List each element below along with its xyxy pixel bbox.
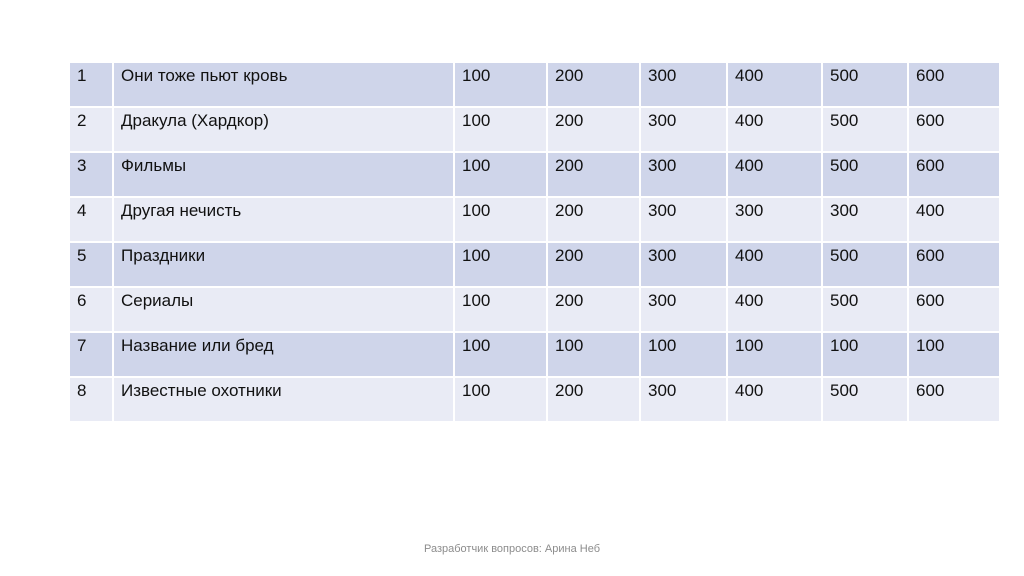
table-row xyxy=(69,377,1000,422)
point-value-cell[interactable]: 300 xyxy=(727,197,822,242)
row-number: 1 xyxy=(69,62,113,107)
point-value-cell[interactable]: 400 xyxy=(727,107,822,152)
game-board-table xyxy=(68,61,1001,423)
point-value-cell[interactable]: 600 xyxy=(908,242,1000,287)
point-value-cell[interactable]: 200 xyxy=(547,152,640,197)
point-value-cell[interactable]: 500 xyxy=(822,242,908,287)
point-value-cell[interactable]: 100 xyxy=(454,197,547,242)
category-name: Известные охотники xyxy=(113,377,454,422)
point-value-cell[interactable]: 200 xyxy=(547,377,640,422)
point-value-cell[interactable]: 400 xyxy=(727,62,822,107)
category-name: Название или бред xyxy=(113,332,454,377)
point-value-cell[interactable]: 400 xyxy=(727,242,822,287)
point-value-cell[interactable]: 100 xyxy=(454,62,547,107)
point-value-cell[interactable]: 100 xyxy=(547,332,640,377)
point-value-cell[interactable]: 500 xyxy=(822,377,908,422)
table-row xyxy=(69,107,1000,152)
point-value-cell[interactable]: 400 xyxy=(727,377,822,422)
point-value-cell[interactable]: 300 xyxy=(822,197,908,242)
point-value-cell[interactable]: 600 xyxy=(908,377,1000,422)
point-value-cell[interactable]: 500 xyxy=(822,107,908,152)
row-number: 7 xyxy=(69,332,113,377)
point-value-cell[interactable]: 400 xyxy=(727,287,822,332)
point-value-cell[interactable]: 100 xyxy=(454,242,547,287)
point-value-cell[interactable]: 100 xyxy=(454,107,547,152)
category-name: Они тоже пьют кровь xyxy=(113,62,454,107)
point-value-cell[interactable]: 500 xyxy=(822,152,908,197)
point-value-cell[interactable]: 300 xyxy=(640,287,727,332)
table-row xyxy=(69,287,1000,332)
point-value-cell[interactable]: 300 xyxy=(640,62,727,107)
table-row xyxy=(69,152,1000,197)
category-name: Фильмы xyxy=(113,152,454,197)
point-value-cell[interactable]: 200 xyxy=(547,107,640,152)
row-number: 4 xyxy=(69,197,113,242)
row-number: 3 xyxy=(69,152,113,197)
point-value-cell[interactable]: 600 xyxy=(908,152,1000,197)
point-value-cell[interactable]: 500 xyxy=(822,287,908,332)
point-value-cell[interactable]: 100 xyxy=(454,332,547,377)
point-value-cell[interactable]: 100 xyxy=(454,287,547,332)
point-value-cell[interactable]: 100 xyxy=(908,332,1000,377)
point-value-cell[interactable]: 100 xyxy=(822,332,908,377)
point-value-cell[interactable]: 200 xyxy=(547,242,640,287)
row-number: 5 xyxy=(69,242,113,287)
point-value-cell[interactable]: 200 xyxy=(547,62,640,107)
category-name: Другая нечисть xyxy=(113,197,454,242)
point-value-cell[interactable]: 400 xyxy=(727,152,822,197)
category-name: Дракула (Хардкор) xyxy=(113,107,454,152)
point-value-cell[interactable]: 200 xyxy=(547,287,640,332)
row-number: 8 xyxy=(69,377,113,422)
row-number: 6 xyxy=(69,287,113,332)
point-value-cell[interactable]: 500 xyxy=(822,62,908,107)
table-row xyxy=(69,242,1000,287)
board-body xyxy=(69,62,1000,422)
category-name: Праздники xyxy=(113,242,454,287)
point-value-cell[interactable]: 600 xyxy=(908,287,1000,332)
point-value-cell[interactable]: 100 xyxy=(727,332,822,377)
point-value-cell[interactable]: 300 xyxy=(640,242,727,287)
point-value-cell[interactable]: 300 xyxy=(640,377,727,422)
footer-credit: Разработчик вопросов: Арина Неб xyxy=(423,543,601,555)
point-value-cell[interactable]: 300 xyxy=(640,107,727,152)
point-value-cell[interactable]: 200 xyxy=(547,197,640,242)
category-name: Сериалы xyxy=(113,287,454,332)
row-number: 2 xyxy=(69,107,113,152)
point-value-cell[interactable]: 600 xyxy=(908,107,1000,152)
point-value-cell[interactable]: 100 xyxy=(454,152,547,197)
point-value-cell[interactable]: 100 xyxy=(454,377,547,422)
table-row xyxy=(69,62,1000,107)
point-value-cell[interactable]: 300 xyxy=(640,152,727,197)
point-value-cell[interactable]: 600 xyxy=(908,62,1000,107)
table-row xyxy=(69,332,1000,377)
point-value-cell[interactable]: 400 xyxy=(908,197,1000,242)
point-value-cell[interactable]: 300 xyxy=(640,197,727,242)
table-row xyxy=(69,197,1000,242)
point-value-cell[interactable]: 100 xyxy=(640,332,727,377)
